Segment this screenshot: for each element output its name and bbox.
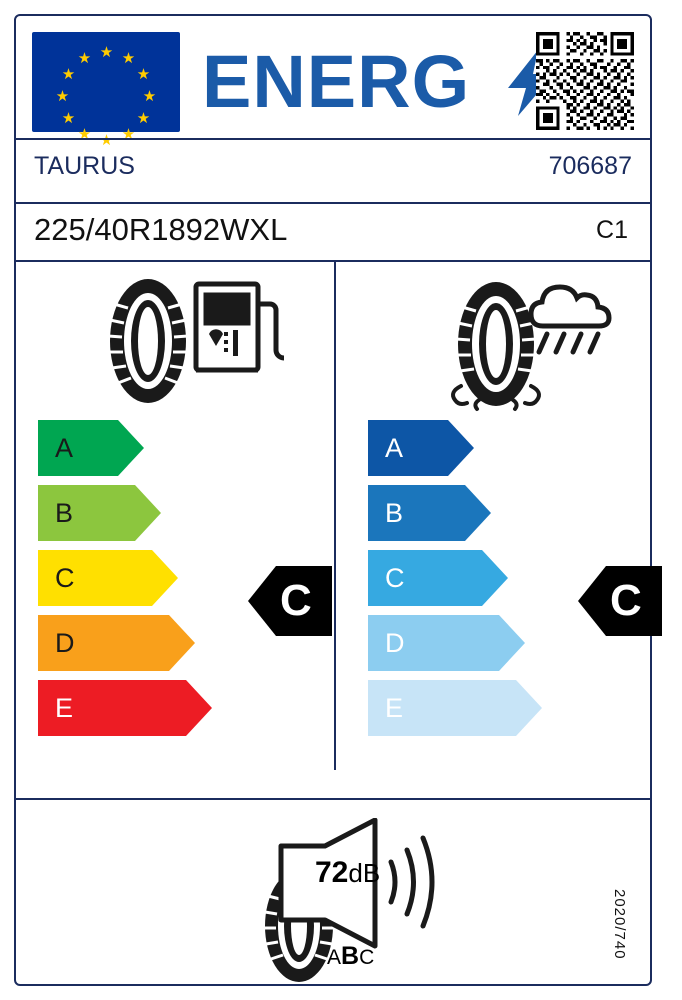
grade-letter: B [368, 485, 465, 541]
wet-grip-rating-value: C [606, 566, 662, 636]
grade-letter: C [38, 550, 152, 606]
label-header [16, 16, 650, 149]
noise-class-a: A [327, 946, 342, 969]
brand-code: 706687 [548, 152, 632, 180]
brand-name: TAURUS [34, 152, 135, 180]
noise-class-c: C [359, 946, 375, 969]
grade-row [26, 680, 326, 736]
grade-arrow-b [38, 485, 161, 541]
fuel-pump-icon [196, 284, 284, 370]
grade-arrow-c [38, 550, 178, 606]
fuel-rating-marker [248, 566, 332, 636]
noise-value [315, 856, 380, 890]
wet-grip-scale [356, 420, 656, 745]
grade-letter: A [368, 420, 448, 476]
fuel-drop-icon [209, 329, 238, 356]
noise-class-b: B [341, 942, 360, 970]
grade-row [26, 485, 326, 541]
grade-letter: D [38, 615, 169, 671]
noise-db-unit: dB [348, 858, 381, 888]
sound-waves-icon [391, 838, 432, 926]
pictogram-row [16, 266, 650, 416]
grade-arrow-e [38, 680, 212, 736]
divider-size [16, 260, 650, 262]
rain-cloud-icon [531, 287, 609, 352]
grade-letter: E [368, 680, 516, 736]
eu-flag-icon: ★ ★ ★ ★ ★ ★ ★ ★ ★ ★ ★ ★ [32, 32, 180, 132]
tire-size-row [16, 204, 650, 260]
brand-row [16, 140, 650, 200]
grade-letter: A [38, 420, 118, 476]
noise-section [16, 802, 650, 986]
divider-noise [16, 798, 650, 800]
grade-letter: D [368, 615, 499, 671]
grade-arrow-e [368, 680, 542, 736]
tire-wet-icon [453, 282, 539, 409]
grade-arrow-c [368, 550, 508, 606]
grade-arrow-b [368, 485, 491, 541]
grade-arrow-d [38, 615, 195, 671]
grade-letter: E [38, 680, 186, 736]
noise-class-scale [327, 942, 374, 971]
tire-icon [108, 279, 188, 403]
grade-arrow-a [38, 420, 144, 476]
fuel-efficiency-pictogram [96, 274, 286, 409]
grade-arrow-a [368, 420, 474, 476]
grade-letter: C [368, 550, 482, 606]
energy-label-card [14, 14, 652, 986]
wet-grip-rating-marker [578, 566, 662, 636]
grade-row [26, 420, 326, 476]
fuel-efficiency-scale [26, 420, 326, 745]
energy-wordmark: ENERG [202, 40, 471, 123]
grade-row [356, 680, 656, 736]
regulation-reference: 2020/740 [611, 889, 628, 960]
noise-db-number: 72 [315, 856, 349, 889]
qr-code-icon [536, 32, 634, 130]
grade-row [356, 485, 656, 541]
tire-class: C1 [596, 216, 628, 244]
fuel-rating-value: C [276, 566, 332, 636]
wet-grip-pictogram [421, 274, 621, 412]
tire-size: 225/40R1892WXL [34, 212, 288, 247]
grade-letter: B [38, 485, 135, 541]
grade-row [356, 420, 656, 476]
grade-arrow-d [368, 615, 525, 671]
